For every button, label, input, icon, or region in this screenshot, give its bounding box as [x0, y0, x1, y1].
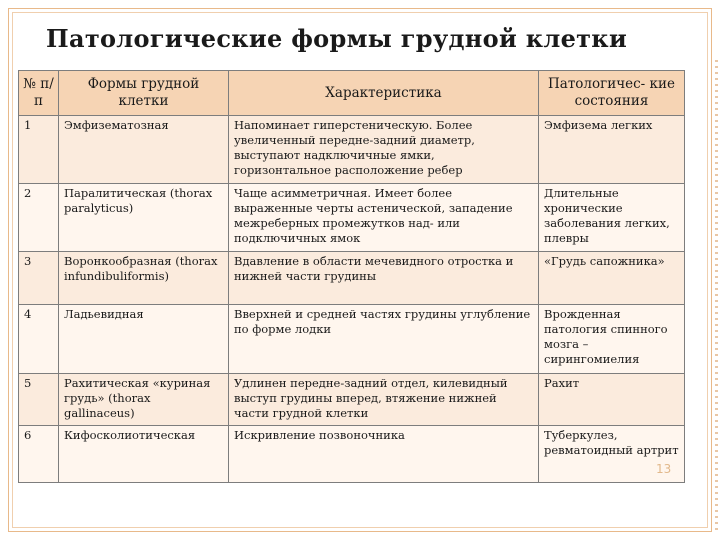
table-row	[19, 116, 685, 184]
row-number: 5	[19, 374, 59, 426]
row-number: 6	[19, 426, 59, 483]
row-characteristic: Чаще асимметричная. Имеет более выраженные черты астенической, западение межреберных промежутков над- или подключичных ямок	[229, 184, 539, 252]
row-condition: Длительные хронические заболевания легких, плевры	[539, 184, 685, 252]
table-row	[19, 252, 685, 305]
row-form: Ладьевидная	[59, 305, 229, 374]
row-condition: Рахит	[539, 374, 685, 426]
header-characteristic: Характеристика	[229, 71, 539, 116]
slide-number: 13	[656, 462, 672, 476]
table-row	[19, 426, 685, 483]
row-form: Рахитическая «куриная грудь» (thorax gallinaceus)	[59, 374, 229, 426]
row-number: 3	[19, 252, 59, 305]
row-form: Кифосколиотическая	[59, 426, 229, 483]
row-characteristic: Вдавление в области мечевидного отростка и нижней части грудины	[229, 252, 539, 305]
row-condition: Туберкулез, ревматоидный артрит	[539, 426, 685, 483]
table-row	[19, 305, 685, 374]
row-form: Эмфизематозная	[59, 116, 229, 184]
row-characteristic: Удлинен передне-задний отдел, килевидный выступ грудины вперед, втяжение нижней части грудной клетки	[229, 374, 539, 426]
row-characteristic: Искривление позвоночника	[229, 426, 539, 483]
header-form: Формы грудной клетки	[59, 71, 229, 116]
row-condition: «Грудь сапожника»	[539, 252, 685, 305]
header-number: № п/п	[19, 71, 59, 116]
row-form: Воронкообразная (thorax infundibuliformis)	[59, 252, 229, 305]
row-number: 4	[19, 305, 59, 374]
table-row	[19, 374, 685, 426]
row-characteristic: Напоминает гиперстеническую. Более увеличенный передне-задний диаметр, выступают надключичные ямки, горизонтальное расположение ребер	[229, 116, 539, 184]
table-header-row	[19, 71, 685, 116]
row-number: 1	[19, 116, 59, 184]
row-condition: Эмфизема легких	[539, 116, 685, 184]
header-conditions: Патологичес- кие состояния	[539, 71, 685, 116]
decorative-stripe	[715, 60, 718, 530]
table-row	[19, 184, 685, 252]
row-condition: Врожденная патология спинного мозга – сирингомиелия	[539, 305, 685, 374]
pathology-table	[18, 70, 685, 483]
row-characteristic: Вверхней и средней частях грудины углубление по форме лодки	[229, 305, 539, 374]
page-title: Патологические формы грудной клетки	[46, 24, 628, 53]
row-form: Паралитическая (thorax paralyticus)	[59, 184, 229, 252]
row-number: 2	[19, 184, 59, 252]
